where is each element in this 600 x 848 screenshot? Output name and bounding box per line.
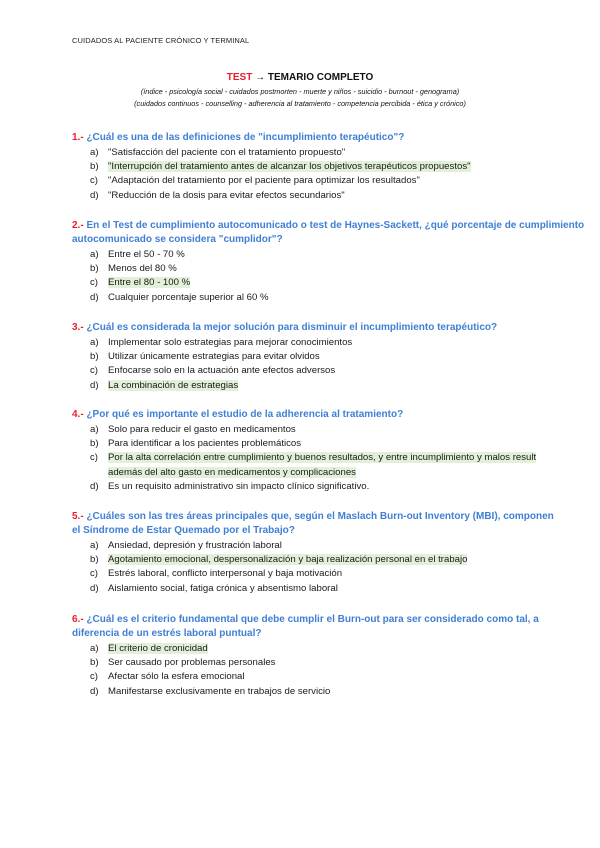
option-a[interactable]: a) Entre el 50 - 70 % bbox=[90, 249, 185, 260]
page-header: CUIDADOS AL PACIENTE CRÓNICO Y TERMINAL bbox=[72, 36, 250, 45]
options-list bbox=[72, 248, 592, 305]
option-d[interactable]: d) "Reducción de la dosis para evitar efectos secundarios" bbox=[90, 189, 345, 201]
question-4 bbox=[72, 408, 600, 494]
option-d[interactable]: d) Cualquier porcentaje superior al 60 % bbox=[90, 291, 269, 303]
question-6 bbox=[72, 613, 577, 699]
option-d[interactable]: d) Manifestarse exclusivamente en trabajos de servicio bbox=[90, 685, 331, 697]
option-c-correct[interactable]: c) Por la alta correlación entre cumplimiento y buenos resultados, y entre incumplimiento y malos result además del alto gasto en medicamentos y complicaciones bbox=[90, 452, 537, 478]
question-text: 1.- ¿Cuál es una de las definiciones de "incumplimiento terapéutico"? bbox=[72, 132, 405, 143]
option-c[interactable]: c) "Adaptación del tratamiento por el paciente para optimizar los resultados" bbox=[90, 175, 420, 187]
question-2 bbox=[72, 219, 592, 305]
options-list bbox=[72, 642, 577, 699]
option-a[interactable]: a) Solo para reducir el gasto en medicamentos bbox=[90, 424, 296, 435]
option-c-correct[interactable]: c) Entre el 80 - 100 % bbox=[90, 277, 191, 289]
option-a[interactable]: a) Ansiedad, depresión y frustración laboral bbox=[90, 540, 282, 551]
question-number: 6.- bbox=[72, 614, 84, 625]
options-list bbox=[72, 146, 592, 203]
option-b[interactable]: b) Utilizar únicamente estrategias para evitar olvidos bbox=[90, 351, 320, 363]
option-b-correct[interactable]: b) Agotamiento emocional, despersonalización y baja realización personal en el trabajo bbox=[90, 554, 468, 566]
option-c[interactable]: c) Afectar sólo la esfera emocional bbox=[90, 671, 245, 683]
question-number: 4.- bbox=[72, 409, 84, 420]
option-b-correct[interactable]: b) "Interrupción del tratamiento antes de alcanzar los objetivos terapéuticos propuestos" bbox=[90, 161, 471, 173]
option-c[interactable]: c) Enfocarse solo en la actuación ante efectos adversos bbox=[90, 365, 336, 377]
option-a[interactable]: a) "Satisfacción del paciente con el tratamiento propuesto" bbox=[90, 147, 346, 158]
question-text: 3.- ¿Cuál es considerada la mejor solución para disminuir el incumplimiento terapéutico? bbox=[72, 322, 498, 333]
question-number: 2.- bbox=[72, 220, 84, 231]
title-arrow: → bbox=[252, 72, 268, 83]
subtitle-topics-2: (cuidados continuos - counselling - adherencia al tratamiento - competencia percibida - ética y crónico) bbox=[134, 99, 466, 108]
title-test: TEST bbox=[226, 72, 253, 83]
option-b[interactable]: b) Para identificar a los pacientes problemáticos bbox=[90, 438, 302, 450]
page-title bbox=[0, 72, 600, 83]
question-5 bbox=[72, 510, 562, 596]
option-a[interactable]: a) Implementar solo estrategias para mejorar conocimientos bbox=[90, 337, 353, 348]
options-list bbox=[72, 423, 600, 494]
question-text: 2.- En el Test de cumplimiento autocomunicado o test de Haynes-Sackett, ¿qué porcentaje de cumplimiento autocomunicado se considera "cumplidor"? bbox=[72, 220, 585, 245]
option-b[interactable]: b) Ser causado por problemas personales bbox=[90, 657, 276, 669]
question-text: 6.- ¿Cuál es el criterio fundamental que debe cumplir el Burn-out para ser considerado como tal, a diferencia de un estrés laboral puntual? bbox=[72, 614, 539, 639]
question-number: 5.- bbox=[72, 511, 84, 522]
option-a-correct[interactable]: a) El criterio de cronicidad bbox=[90, 643, 208, 654]
question-number: 1.- bbox=[72, 132, 84, 143]
question-text: 4.- ¿Por qué es importante el estudio de la adherencia al tratamiento? bbox=[72, 409, 404, 420]
question-3 bbox=[72, 321, 592, 393]
question-text: 5.- ¿Cuáles son las tres áreas principales que, según el Maslach Burn-out Inventory (MBI), componen el Síndrome de Estar Quemado por el Trabajo? bbox=[72, 511, 554, 536]
option-b[interactable]: b) Menos del 80 % bbox=[90, 263, 177, 275]
title-rest: TEMARIO COMPLETO bbox=[267, 72, 374, 83]
option-d-correct[interactable]: d) La combinación de estrategias bbox=[90, 379, 239, 391]
title-block bbox=[0, 72, 600, 108]
option-c[interactable]: c) Estrés laboral, conflicto interpersonal y baja motivación bbox=[90, 568, 343, 580]
options-list bbox=[72, 336, 592, 393]
options-list bbox=[72, 539, 562, 596]
option-d[interactable]: d) Aislamiento social, fatiga crónica y absentismo laboral bbox=[90, 582, 338, 594]
subtitle-topics-1: (índice - psicología social - cuidados postmorten - muerte y niños - suicidio - burnout - genograma) bbox=[140, 87, 460, 96]
question-number: 3.- bbox=[72, 322, 84, 333]
option-d[interactable]: d) Es un requisito administrativo sin impacto clínico significativo. bbox=[90, 480, 370, 492]
question-1 bbox=[72, 131, 592, 203]
